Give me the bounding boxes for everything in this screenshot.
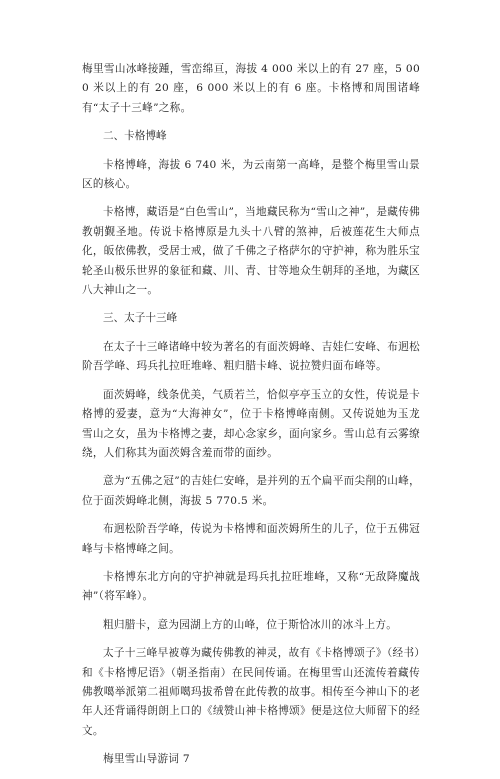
paragraph-kagebo-legend: 卡格博，藏语是“白色雪山”，当地藏民称为“雪山之神”，是藏传佛教朝觐圣地。传说卡格博原是九头十八臂的煞神，后被莲花生大师点化，皈依佛教，受居士戒，做了千佛之子格萨尔的守护神，称为胜乐宝轮圣山极乐世界的象征和藏、川、青、甘等地众生朝拜的圣地，为藏区八大神山之一。 (82, 206, 420, 297)
paragraph-miancimu: 面茨姆峰，线条优美，气质若兰，恰似亭亭玉立的女性，传说是卡格博的爱妻，意为“大海神女”，位于卡格博峰南侧。又传说她为玉龙雪山之女，虽为卡格博之妻，却心念家乡，面向家乡。雪山总有云雾缭绕，人们称其为面茨姆含羞而带的面纱。 (82, 388, 420, 459)
paragraph-intro: 梅里雪山冰峰接踵，雪峦绵亘，海拔 4 000 米以上的有 27 座，5 000 米以上的有 20 座，6 000 米以上的有 6 座。卡格博和周围诸峰有“太子十三峰”之称。 (82, 63, 420, 114)
paragraph-bujiong: 布迥松阶吾学峰，传说为卡格博和面茨姆所生的儿子，位于五佛冠峰与卡格博峰之间。 (82, 523, 420, 555)
paragraph-scriptures: 太子十三峰早被尊为藏传佛教的神灵，故有《卡格博颂子》（经书）和《卡格博尼语》（朝圣指南）在民间传诵。在梅里雪山还流传着藏传佛教噶举派第二祖师噶玛拔希曾在此传教的故事。相传至今神山下的老年人还背诵得朗朗上口的《绒赞山神卡格博颂》便是这位大师留下的经文。 (82, 647, 420, 737)
paragraph-mabing: 卡格博东北方向的守护神就是玛兵扎拉旺堆峰，又称“无敌降魔战神”（将军峰）。 (82, 570, 420, 603)
paragraph-kagebo-height: 卡格博峰，海拔 6 740 米，为云南第一高峰，是整个梅里雪山景区的核心。 (82, 158, 420, 191)
paragraph-jiwarenan: 意为“五佛之冠”的吉娃仁安峰，是并列的五个扁平而尖削的山峰，位于面茨姆峰北侧，海拔 5 770.5 米。 (82, 475, 420, 507)
document-page (82, 60, 420, 779)
paragraph-next-title: 梅里雪山导游词 7 (103, 753, 190, 766)
section-heading-thirteen-peaks: 三、太子十三峰 (103, 312, 178, 325)
section-heading-kagebo: 二、卡格博峰 (103, 130, 167, 143)
paragraph-famous-peaks: 在太子十三峰诸峰中较为著名的有面茨姆峰、吉娃仁安峰、布迥松阶吾学峰、玛兵扎拉旺堆峰、粗归腊卡峰、说拉赞归面布峰等。 (82, 340, 420, 373)
paragraph-cuguilaka: 粗归腊卡，意为园湖上方的山峰，位于斯恰冰川的冰斗上方。 (103, 618, 398, 631)
